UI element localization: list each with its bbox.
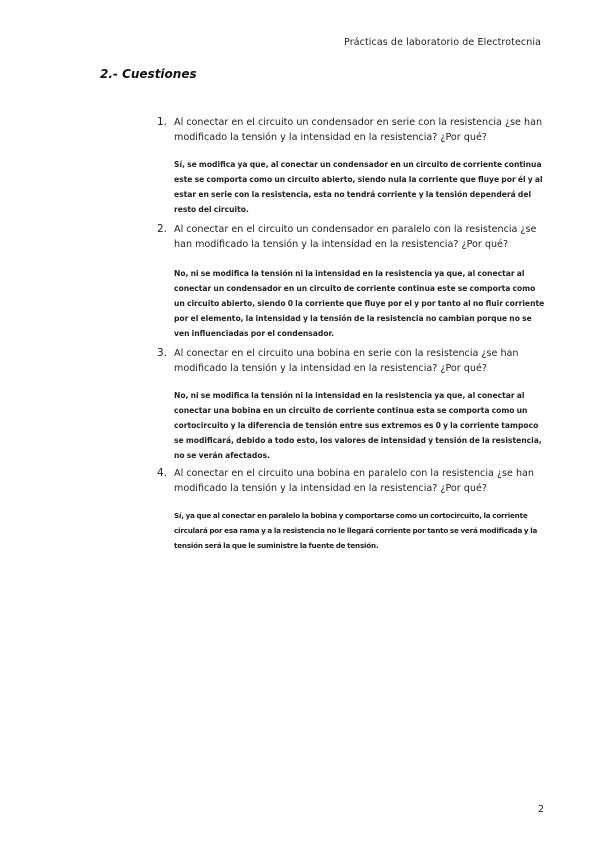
question-text <box>157 466 547 496</box>
answer-text: Sí, se modifica ya que, al conectar un condensador en un circuito de corriente continua este se comporta como un circuito abierto, siendo nula la corriente que fluye por él y al estar en serie con la resistencia, esta no tendrá corriente y la tensión dependerá del resto del circuito. <box>174 160 543 214</box>
question-number: 3. <box>157 347 168 359</box>
page-number: 2 <box>537 804 544 815</box>
question-3 <box>157 346 547 463</box>
question-prompt: Al conectar en el circuito una bobina en paralelo con la resistencia ¿se han modificado la tensión y la intensidad en la resistencia? ¿Por qué? <box>174 468 534 494</box>
answer-text: Sí, ya que al conectar en paralelo la bobina y comportarse como un cortocircuito, la corriente circulará por esa rama y a la resistencia no le llegará corriente por tanto se verá modificada y la tensión será la que le suministre la fuente de tensión. <box>174 511 538 550</box>
question-prompt: Al conectar en el circuito un condensador en paralelo con la resistencia ¿se han modificado la tensión y la intensidad en la resistencia? ¿Por qué? <box>174 224 537 250</box>
question-text <box>157 346 547 376</box>
question-number: 2. <box>157 223 168 235</box>
question-prompt: Al conectar en el circuito una bobina en serie con la resistencia ¿se han modificado la tensión y la intensidad en la resistencia? ¿Por qué? <box>174 348 519 374</box>
question-1 <box>157 115 547 217</box>
page-header: Prácticas de laboratorio de Electrotecnia <box>344 37 541 48</box>
question-text <box>157 115 547 145</box>
question-prompt: Al conectar en el circuito un condensador en serie con la resistencia ¿se han modificado la tensión y la intensidad en la resistencia? ¿Por qué? <box>174 117 543 143</box>
section-title: 2.- Cuestiones <box>100 67 197 81</box>
answer-text: No, ni se modifica la tensión ni la intensidad en la resistencia ya que, al conectar al conectar una bobina en un circuito de corriente continua esta se comporta como un cortocircuito y la diferencia de tensión entre sus extremos es 0 y la corriente tampoco se modificará, debido a todo esto, los valores de intensidad y tensión de la resistencia, no se verán afectados. <box>174 391 542 460</box>
question-text <box>157 222 547 252</box>
answer-text: No, ni se modifica la tensión ni la intensidad en la resistencia ya que, al conectar al conectar un condensador en un circuito de corriente continua este se comporta como un circuito abierto, siendo 0 la corriente que fluye por el y por tanto al no fluir corriente por el elemento, la intensidad y la tensión de la resistencia no cambian porque no se ven influenciadas por el condensador. <box>174 269 545 338</box>
question-number: 1. <box>157 116 168 128</box>
question-number: 4. <box>157 467 168 479</box>
question-2 <box>157 222 547 341</box>
question-4 <box>157 466 547 553</box>
